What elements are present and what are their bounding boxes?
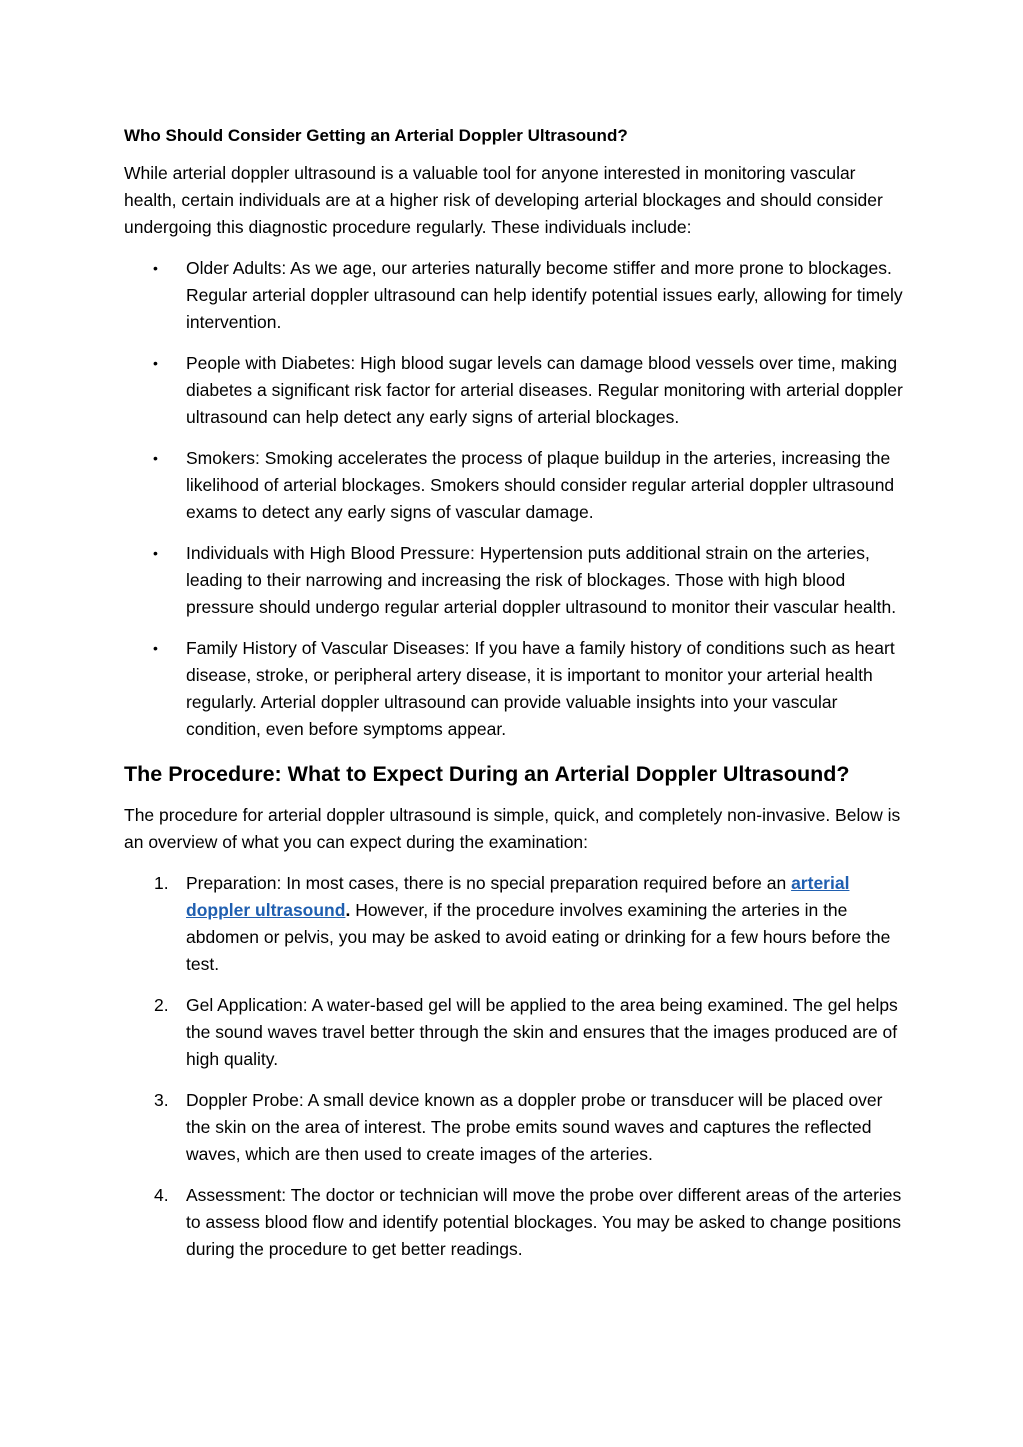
section-heading-who-should-consider: Who Should Consider Getting an Arterial Doppler Ultrasound? — [124, 126, 628, 145]
step-number: 2. — [154, 995, 169, 1015]
step-text: Assessment: The doctor or technician will move the probe over different areas of the arteries to assess blood flow and identify potential blockages. You may be asked to change positions during the procedure to get better readings. — [186, 1185, 902, 1259]
risk-group-list — [124, 255, 903, 743]
list-item-text: Family History of Vascular Diseases: If you have a family history of conditions such as heart disease, stroke, or peripheral artery disease, it is important to monitor your arterial health regularly. Arterial doppler ultrasound can provide valuable insights into your vascular condition, even before symptoms appear. — [186, 638, 895, 739]
list-item — [124, 540, 903, 621]
list-item — [124, 255, 903, 336]
list-item — [124, 870, 903, 978]
list-item-text: People with Diabetes: High blood sugar levels can damage blood vessels over time, making diabetes a significant risk factor for arterial diseases. Regular monitoring with arterial doppler ultrasound can help detect any early signs of arterial blockages. — [186, 353, 903, 427]
section-heading-procedure: The Procedure: What to Expect During an Arterial Doppler Ultrasound? — [124, 762, 850, 786]
list-item-text: Individuals with High Blood Pressure: Hypertension puts additional strain on the arteries, leading to their narrowing and increasing the risk of blockages. Those with high blood pressure should undergo regular arterial doppler ultrasound to monitor their vascular health. — [186, 543, 897, 617]
procedure-steps-list — [124, 870, 903, 1263]
bullet-marker: • — [153, 640, 158, 656]
intro-paragraph: While arterial doppler ultrasound is a valuable tool for anyone interested in monitoring vascular health, certain individuals are at a higher risk of developing arterial blockages and should consider undergoing this diagnostic procedure regularly. These individuals include: — [124, 163, 883, 237]
list-item — [124, 635, 903, 743]
list-item-text: Older Adults: As we age, our arteries naturally become stiffer and more prone to blockages. Regular arterial doppler ultrasound can help identify potential issues early, allowing for timely intervention. — [186, 258, 903, 332]
bullet-marker: • — [153, 355, 158, 371]
list-item — [124, 1087, 903, 1168]
step-number: 3. — [154, 1090, 169, 1110]
step-text: Gel Application: A water-based gel will be applied to the area being examined. The gel helps the sound waves travel better through the skin and ensures that the images produced are of high quality. — [186, 995, 898, 1069]
bullet-marker: • — [153, 450, 158, 466]
bullet-marker: • — [153, 545, 158, 561]
step-text-after-link: However, if the procedure involves examining the arteries in the abdomen or pelvis, you may be asked to avoid eating or drinking for a few hours before the test. — [186, 900, 891, 974]
step-text-bold-period: . — [345, 900, 351, 920]
bullet-marker: • — [153, 260, 158, 276]
list-item — [124, 992, 903, 1073]
procedure-intro-paragraph: The procedure for arterial doppler ultrasound is simple, quick, and completely non-invasive. Below is an overview of what you can expect during the examination: — [124, 805, 901, 852]
list-item — [124, 1182, 903, 1263]
arterial-doppler-ultrasound-link[interactable]: arterial doppler ultrasound — [186, 873, 850, 920]
step-number: 4. — [154, 1185, 169, 1205]
list-item-text: Smokers: Smoking accelerates the process of plaque buildup in the arteries, increasing the likelihood of arterial blockages. Smokers should consider regular arterial doppler ultrasound exams to detect any early signs of vascular damage. — [186, 448, 895, 522]
step-text: Doppler Probe: A small device known as a doppler probe or transducer will be placed over the skin on the area of interest. The probe emits sound waves and captures the reflected waves, which are then used to create images of the arteries. — [186, 1090, 883, 1164]
step-text-before-link: Preparation: In most cases, there is no special preparation required before an — [186, 873, 792, 893]
list-item — [124, 445, 903, 526]
step-number: 1. — [154, 873, 169, 893]
list-item — [124, 350, 903, 431]
